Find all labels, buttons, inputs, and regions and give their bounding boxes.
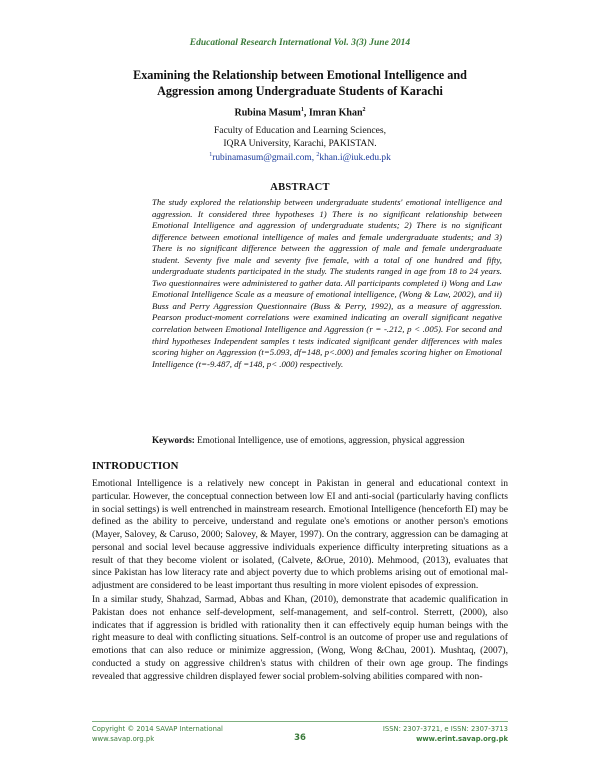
- author-emails: [0, 152, 600, 163]
- footer-website-link[interactable]: www.savap.org.pk: [92, 735, 155, 743]
- section-heading-introduction: INTRODUCTION: [92, 460, 179, 472]
- journal-header: Educational Research International Vol. 3(3) June 2014: [189, 38, 411, 48]
- author-affiliation-mark: 1: [300, 107, 304, 113]
- affiliation: [0, 125, 600, 150]
- footer-journal-website-link[interactable]: www.erint.savap.org.pk: [416, 735, 508, 743]
- abstract-heading: ABSTRACT: [270, 182, 330, 193]
- keywords: [152, 435, 552, 445]
- email-link[interactable]: rubinamasum@gmail.com: [212, 153, 312, 164]
- email-mark: 2: [316, 152, 320, 158]
- footer-issn: ISSN: 2307-3721, e ISSN: 2307-3713: [382, 725, 508, 733]
- paper-title-line-1: Examining the Relationship between Emotional Intelligence and: [133, 68, 467, 82]
- paper-title-line-2: Aggression among Undergraduate Students of Karachi: [157, 83, 443, 98]
- abstract-text: The study explored the relationship between undergraduate students' emotional intelligence and aggression. It considered three hypotheses 1) There is no significant relationship between Emotional Intelligence and aggression of undergraduate students; 2) There is no significant difference between emotional intelligence of males and female undergraduate students; and 3) There is no significant difference between the aggression of male and female undergraduate student. Seventy five male and seventy five female, with a total of one hundred and fifty, undergraduate students participated in the study. The students ranged in age from 18 to 24 years. Two questionnaires were administered to gather data. All participants completed i) Wong and Law Emotional Intelligence Scale as a measure of emotional intelligence, (Wong & Law, 2002), and ii) Buss and Perry Aggression Questionnaire (Buss & Perry, 1992), as a measure of aggression. Pearson product-moment correlations were examined indicating an overall significant negative correlation between Emotional Intelligence and Aggression (r = -.212, p < .005). For second and third hypotheses Independent samples t tests indicated significant gender differences with males scoring higher on Aggression (t=5.093, df=148, p<.000) and females scoring higher on Emotional Intelligence (t=-9.487, df =148, p< .000) respectively.: [152, 197, 502, 369]
- affiliation-line-2: IQRA University, Karachi, PAKISTAN.: [223, 137, 377, 149]
- footer-right: [383, 724, 508, 744]
- email-link[interactable]: khan.i@iuk.edu.pk: [319, 153, 391, 164]
- keywords-label: Keywords:: [152, 435, 195, 445]
- keywords-text: Emotional Intelligence, use of emotions, aggression, physical aggression: [194, 435, 465, 445]
- paper-title: [90, 68, 510, 99]
- affiliation-line-1: Faculty of Education and Learning Sciences,: [213, 125, 387, 136]
- footer-copyright: Copyright © 2014 SAVAP International: [92, 725, 223, 733]
- body-paragraph: Emotional Intelligence is a relatively new concept in Pakistan in general and educational context in particular. However, the conceptual connection between low EI and anti-social (particularly having conflicts in social settings) is well entrenched in mainstream research. Emotional Intelligence (henceforth EI) may be defined as the ability to perceive, understand and regulate one's emotions or another person's emotions (Mayer, Salovey, & Caruso, 2000; Salovey, & Mayer, 1997). On the contrary, aggression can be damaging at personal and social level because aggressive individuals experience difficulty interpreting situations as a result of that they become violent or isolated, (Calvete, &Orue, 2010). Mehmood, (2013), evaluates that since Pakistan has low literacy rate and abject poverty due to which problems arising out of emotional mal-adjustment are considered to be least important thus resulting in more violent episodes of expression.: [92, 478, 508, 591]
- footer-divider: [92, 721, 508, 722]
- email-mark: 1: [209, 152, 213, 158]
- author-affiliation-mark: 2: [362, 107, 366, 113]
- email-separator: ,: [311, 153, 317, 164]
- author-name: Rubina Masum: [234, 107, 301, 119]
- author-name: Imran Khan: [308, 107, 363, 119]
- body-paragraph: In a similar study, Shahzad, Sarmad, Abbas and Khan, (2010), demonstrate that academic qualification in Pakistan does not enhance self-development, self-management, and self-control. Sterrett, (2000), also indicates that if aggression is bridled with rationality then it can effectively equip human beings with the right measure to deal with conflicting situations. Self-control is an outcome of proper use and regulations of emotions that can also reduce or minimize aggression, (Wong, Wong &Chau, 2001). Mushtaq, (2007), conducted a study on aggressive children's status with children of their own age group. The findings revealed that aggressive children displayed fewer social problem-solving abilities compared with non-: [92, 594, 508, 682]
- author-list: [0, 107, 600, 118]
- page-number: 36: [294, 733, 306, 743]
- author-separator: ,: [303, 107, 309, 119]
